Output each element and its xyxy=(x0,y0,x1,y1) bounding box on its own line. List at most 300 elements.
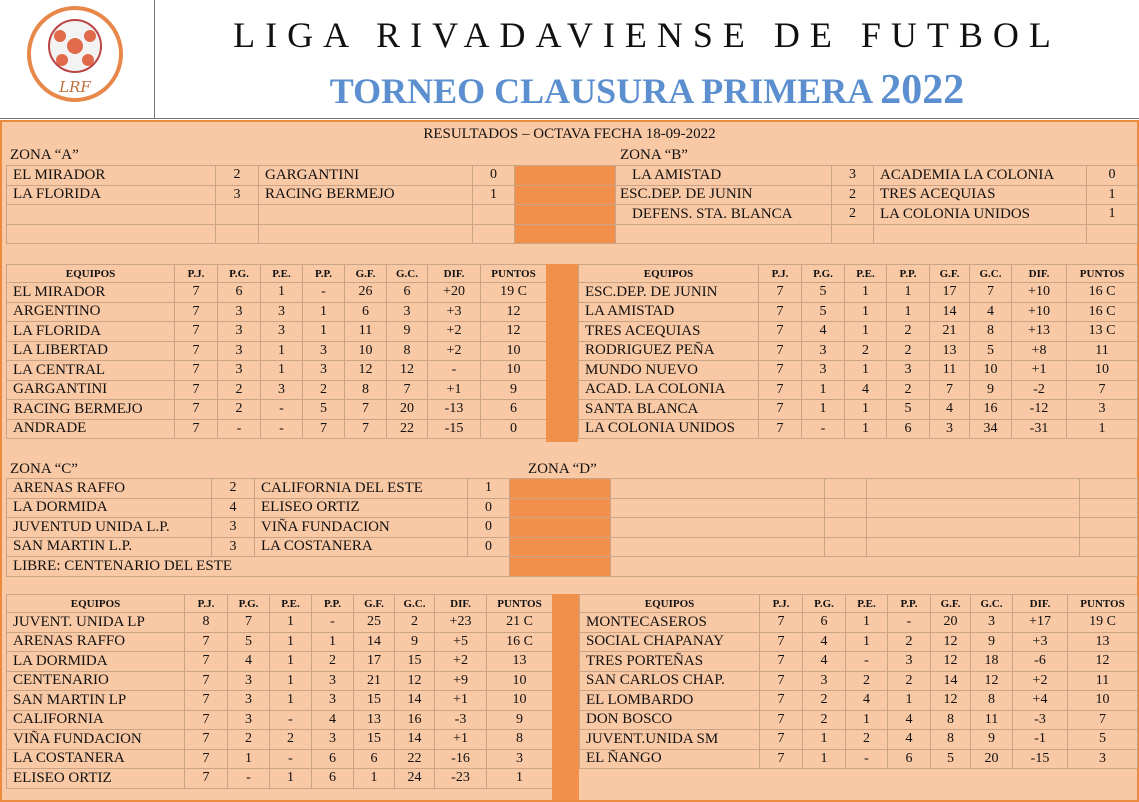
stat-cell: 7 xyxy=(175,380,218,400)
stat-cell: 12 xyxy=(931,632,971,652)
zona-a-home-goals: 2 xyxy=(216,166,259,186)
column-header: PUNTOS xyxy=(1067,265,1138,283)
stat-cell: 13 xyxy=(930,341,970,361)
stat-cell: 0 xyxy=(481,419,547,439)
table-row xyxy=(580,691,1138,711)
stat-cell: -31 xyxy=(1012,419,1067,439)
separator xyxy=(515,185,616,205)
stat-cell: 3 xyxy=(802,361,845,381)
stat-cell: 7 xyxy=(760,632,803,652)
zona-c-home: ARENAS RAFFO xyxy=(7,479,212,499)
results-cd-table xyxy=(6,478,1138,577)
stat-cell: -23 xyxy=(435,769,487,789)
stat-cell: 1 xyxy=(270,671,312,691)
stat-cell: 5 xyxy=(228,632,270,652)
separator-bar xyxy=(546,264,578,442)
stat-cell: 22 xyxy=(387,419,428,439)
stat-cell: 3 xyxy=(261,302,303,322)
stat-cell: +23 xyxy=(435,613,487,633)
result-row xyxy=(7,557,1138,577)
stat-cell: 7 xyxy=(970,283,1012,303)
stat-cell: 9 xyxy=(395,632,435,652)
result-row xyxy=(7,518,1138,538)
team-name: ARGENTINO xyxy=(7,302,175,322)
stat-cell: 8 xyxy=(185,613,228,633)
stat-cell: 6 xyxy=(354,749,395,769)
stat-cell: 1 xyxy=(487,769,553,789)
zona-c-home-goals: 3 xyxy=(212,537,255,557)
column-header: P.P. xyxy=(887,265,930,283)
team-name: SAN CARLOS CHAP. xyxy=(580,671,760,691)
stat-cell: 3 xyxy=(1068,749,1138,769)
stat-cell: 15 xyxy=(354,691,395,711)
stat-cell: 3 xyxy=(218,341,261,361)
stat-cell: 2 xyxy=(888,671,931,691)
stat-cell: +20 xyxy=(428,283,481,303)
stat-cell: 2 xyxy=(218,400,261,420)
zona-b-home: ESC.DEP. DE JUNIN xyxy=(616,185,832,205)
table-row xyxy=(579,322,1138,342)
stat-cell: 3 xyxy=(803,671,846,691)
zona-a-away-goals: 0 xyxy=(473,166,515,186)
team-name: GARGANTINI xyxy=(7,380,175,400)
result-row xyxy=(7,479,1138,499)
stat-cell: 26 xyxy=(345,283,387,303)
stat-cell: - xyxy=(312,613,354,633)
stat-cell: 3 xyxy=(303,341,345,361)
team-name: VIÑA FUNDACION xyxy=(7,730,185,750)
stat-cell: +13 xyxy=(1012,322,1067,342)
stat-cell: 2 xyxy=(803,691,846,711)
column-header: P.G. xyxy=(802,265,845,283)
stat-cell: 5 xyxy=(931,749,971,769)
zona-c-away-goals: 0 xyxy=(468,498,510,518)
stat-cell: 21 xyxy=(930,322,970,342)
column-header: G.C. xyxy=(395,595,435,613)
stat-cell: 5 xyxy=(303,400,345,420)
stat-cell: 15 xyxy=(395,652,435,672)
stat-cell: 2 xyxy=(845,341,887,361)
stat-cell: 1 xyxy=(270,769,312,789)
table-row xyxy=(580,652,1138,672)
stat-cell: 2 xyxy=(270,730,312,750)
team-name: JUVENT.UNIDA SM xyxy=(580,730,760,750)
stat-cell: 1 xyxy=(845,302,887,322)
stat-cell: 4 xyxy=(846,691,888,711)
stat-cell: 3 xyxy=(1067,400,1138,420)
team-name: LA LIBERTAD xyxy=(7,341,175,361)
zona-a-home: LA FLORIDA xyxy=(7,185,216,205)
standings-c-body xyxy=(7,595,553,789)
column-header: EQUIPOS xyxy=(579,265,759,283)
stat-cell: - xyxy=(846,652,888,672)
team-name: LA AMISTAD xyxy=(579,302,759,322)
stat-cell: 4 xyxy=(888,730,931,750)
standings-b-body xyxy=(579,265,1138,439)
stat-cell: 14 xyxy=(354,632,395,652)
stat-cell: 3 xyxy=(802,341,845,361)
stat-cell: 8 xyxy=(931,730,971,750)
table-header-row xyxy=(580,595,1138,613)
table-row xyxy=(7,419,547,439)
stat-cell: 7 xyxy=(185,710,228,730)
stat-cell: - xyxy=(888,613,931,633)
stat-cell: 12 xyxy=(481,302,547,322)
stat-cell: 24 xyxy=(395,769,435,789)
stat-cell: 2 xyxy=(312,652,354,672)
stat-cell: 2 xyxy=(218,380,261,400)
team-name: ACAD. LA COLONIA xyxy=(579,380,759,400)
subtitle-year: 2022 xyxy=(880,67,965,113)
column-header: DIF. xyxy=(1013,595,1068,613)
stat-cell: 16 C xyxy=(1067,302,1138,322)
stat-cell: 7 xyxy=(175,419,218,439)
header xyxy=(0,0,1139,119)
table-row xyxy=(7,302,547,322)
stat-cell: 7 xyxy=(760,730,803,750)
stat-cell: 1 xyxy=(303,302,345,322)
stat-cell: -15 xyxy=(428,419,481,439)
stat-cell: 3 xyxy=(218,361,261,381)
team-name: MONTECASEROS xyxy=(580,613,760,633)
stat-cell: 7 xyxy=(175,322,218,342)
column-header: P.E. xyxy=(846,595,888,613)
stat-cell: 9 xyxy=(971,730,1013,750)
column-header: EQUIPOS xyxy=(7,595,185,613)
table-header-row xyxy=(7,265,547,283)
zona-c-home-goals: 4 xyxy=(212,498,255,518)
stat-cell: 1 xyxy=(1067,419,1138,439)
stat-cell: 12 xyxy=(481,322,547,342)
stat-cell: 17 xyxy=(930,283,970,303)
result-row xyxy=(7,185,1138,205)
column-header: PUNTOS xyxy=(481,265,547,283)
stat-cell: 7 xyxy=(345,400,387,420)
stat-cell: 1 xyxy=(845,283,887,303)
table-row xyxy=(579,341,1138,361)
stat-cell: 5 xyxy=(1068,730,1138,750)
table-row xyxy=(580,671,1138,691)
stat-cell: -12 xyxy=(1012,400,1067,420)
team-name: ARENAS RAFFO xyxy=(7,632,185,652)
stat-cell: 12 xyxy=(345,361,387,381)
team-name: SAN MARTIN LP xyxy=(7,691,185,711)
stat-cell: 2 xyxy=(803,710,846,730)
stat-cell: - xyxy=(270,710,312,730)
separator xyxy=(515,205,616,225)
team-name: TRES ACEQUIAS xyxy=(579,322,759,342)
stat-cell: 6 xyxy=(218,283,261,303)
stat-cell: 6 xyxy=(312,769,354,789)
table-row xyxy=(7,400,547,420)
stat-cell: 7 xyxy=(760,710,803,730)
stat-cell: 1 xyxy=(803,730,846,750)
stat-cell: 5 xyxy=(802,302,845,322)
zona-a-home-goals: 3 xyxy=(216,185,259,205)
team-name: RACING BERMEJO xyxy=(7,400,175,420)
stat-cell: 1 xyxy=(261,341,303,361)
stat-cell: +10 xyxy=(1012,302,1067,322)
stat-cell: 9 xyxy=(971,632,1013,652)
zona-c-home: LA DORMIDA xyxy=(7,498,212,518)
stat-cell: 4 xyxy=(970,302,1012,322)
stat-cell: +1 xyxy=(435,730,487,750)
stat-cell: 1 xyxy=(803,749,846,769)
zona-b-home: DEFENS. STA. BLANCA xyxy=(616,205,832,225)
stat-cell: 8 xyxy=(345,380,387,400)
stat-cell: 8 xyxy=(487,730,553,750)
standings-c-table xyxy=(6,594,553,789)
stat-cell: 1 xyxy=(845,419,887,439)
stat-cell: 9 xyxy=(487,710,553,730)
stat-cell: 10 xyxy=(345,341,387,361)
stat-cell: 7 xyxy=(345,419,387,439)
stat-cell: 13 xyxy=(354,710,395,730)
table-row xyxy=(580,613,1138,633)
stat-cell: 1 xyxy=(887,302,930,322)
stat-cell: 7 xyxy=(185,691,228,711)
stat-cell: 4 xyxy=(803,652,846,672)
stat-cell: 12 xyxy=(931,652,971,672)
stat-cell: 1 xyxy=(228,749,270,769)
standings-b-table xyxy=(578,264,1138,439)
page-subtitle xyxy=(155,66,1139,114)
stat-cell: 7 xyxy=(760,652,803,672)
column-header: G.C. xyxy=(387,265,428,283)
zona-b-away: TRES ACEQUIAS xyxy=(874,185,1087,205)
stat-cell: 11 xyxy=(345,322,387,342)
stat-cell: 4 xyxy=(228,652,270,672)
stat-cell: 1 xyxy=(303,322,345,342)
separator-bar xyxy=(552,594,579,800)
stat-cell: 1 xyxy=(312,632,354,652)
stat-cell: 7 xyxy=(759,419,802,439)
zona-a-away: RACING BERMEJO xyxy=(259,185,473,205)
stat-cell: 1 xyxy=(270,632,312,652)
stat-cell: +4 xyxy=(1013,691,1068,711)
table-row xyxy=(7,730,553,750)
stat-cell: 1 xyxy=(270,652,312,672)
stat-cell: 1 xyxy=(261,283,303,303)
stat-cell: 3 xyxy=(930,419,970,439)
stat-cell: 1 xyxy=(887,283,930,303)
column-header: G.F. xyxy=(354,595,395,613)
stat-cell: 6 xyxy=(345,302,387,322)
standings-d-table xyxy=(579,594,1138,769)
column-header: P.E. xyxy=(270,595,312,613)
column-header: PUNTOS xyxy=(487,595,553,613)
column-header: G.F. xyxy=(345,265,387,283)
stat-cell: 4 xyxy=(845,380,887,400)
stat-cell: 6 xyxy=(481,400,547,420)
stat-cell: 7 xyxy=(760,671,803,691)
stat-cell: 1 xyxy=(846,613,888,633)
table-row xyxy=(7,749,553,769)
stat-cell: 3 xyxy=(887,361,930,381)
stat-cell: 11 xyxy=(1068,671,1138,691)
table-row xyxy=(7,769,553,789)
stat-cell: -1 xyxy=(1013,730,1068,750)
stat-cell: 2 xyxy=(887,322,930,342)
team-name: SOCIAL CHAPANAY xyxy=(580,632,760,652)
team-name: RODRIGUEZ PEÑA xyxy=(579,341,759,361)
separator xyxy=(510,537,611,557)
table-header-row xyxy=(579,265,1138,283)
team-name: CALIFORNIA xyxy=(7,710,185,730)
logo-box xyxy=(0,0,155,119)
stat-cell: 3 xyxy=(218,302,261,322)
stat-cell: 2 xyxy=(846,730,888,750)
stat-cell: 12 xyxy=(387,361,428,381)
stat-cell: 3 xyxy=(228,691,270,711)
stat-cell: 16 xyxy=(970,400,1012,420)
stat-cell: 8 xyxy=(387,341,428,361)
stat-cell: 10 xyxy=(481,361,547,381)
stat-cell: 7 xyxy=(1068,710,1138,730)
stat-cell: 7 xyxy=(759,322,802,342)
stat-cell: 3 xyxy=(312,671,354,691)
stat-cell: 10 xyxy=(1068,691,1138,711)
column-header: G.C. xyxy=(971,595,1013,613)
column-header: P.J. xyxy=(185,595,228,613)
stat-cell: 7 xyxy=(760,749,803,769)
zona-c-away-goals: 1 xyxy=(468,479,510,499)
stat-cell: -16 xyxy=(435,749,487,769)
stat-cell: 1 xyxy=(354,769,395,789)
stat-cell: 14 xyxy=(395,730,435,750)
stat-cell: 3 xyxy=(261,322,303,342)
zona-b-home-goals: 3 xyxy=(832,166,874,186)
stat-cell: 3 xyxy=(487,749,553,769)
stat-cell: 7 xyxy=(760,613,803,633)
stat-cell: 25 xyxy=(354,613,395,633)
stat-cell: 2 xyxy=(303,380,345,400)
column-header: EQUIPOS xyxy=(7,265,175,283)
table-row xyxy=(579,302,1138,322)
stat-cell: 13 xyxy=(1068,632,1138,652)
zona-b-label: ZONA “B” xyxy=(620,147,688,163)
stat-cell: 7 xyxy=(930,380,970,400)
stat-cell: 12 xyxy=(971,671,1013,691)
stat-cell: 8 xyxy=(971,691,1013,711)
table-row xyxy=(579,380,1138,400)
stat-cell: 6 xyxy=(887,419,930,439)
stat-cell: -15 xyxy=(1013,749,1068,769)
zona-b-away-goals: 0 xyxy=(1087,166,1138,186)
stat-cell: 14 xyxy=(931,671,971,691)
column-header: P.E. xyxy=(261,265,303,283)
table-row xyxy=(7,322,547,342)
team-name: LA CENTRAL xyxy=(7,361,175,381)
stat-cell: +1 xyxy=(1012,361,1067,381)
stat-cell: 7 xyxy=(759,341,802,361)
stat-cell: 13 C xyxy=(1067,322,1138,342)
stat-cell: 3 xyxy=(303,361,345,381)
stat-cell: 1 xyxy=(270,691,312,711)
stat-cell: 1 xyxy=(845,400,887,420)
column-header: P.P. xyxy=(888,595,931,613)
column-header: P.P. xyxy=(303,265,345,283)
table-row xyxy=(579,361,1138,381)
stat-cell: 7 xyxy=(759,283,802,303)
stat-cell: 12 xyxy=(395,671,435,691)
stat-cell: 7 xyxy=(175,361,218,381)
stat-cell: 3 xyxy=(218,322,261,342)
column-header: G.F. xyxy=(930,265,970,283)
zona-c-libre: LIBRE: CENTENARIO DEL ESTE xyxy=(7,557,510,577)
stat-cell: 12 xyxy=(931,691,971,711)
column-header: G.F. xyxy=(931,595,971,613)
team-name: ELISEO ORTIZ xyxy=(7,769,185,789)
stat-cell: 3 xyxy=(312,691,354,711)
stat-cell: 7 xyxy=(175,283,218,303)
stat-cell: 20 xyxy=(387,400,428,420)
team-name: ANDRADE xyxy=(7,419,175,439)
stat-cell: +17 xyxy=(1013,613,1068,633)
stat-cell: 15 xyxy=(354,730,395,750)
stat-cell: 7 xyxy=(175,302,218,322)
column-header: P.G. xyxy=(228,595,270,613)
zona-c-away: VIÑA FUNDACION xyxy=(255,518,468,538)
stat-cell: +2 xyxy=(435,652,487,672)
team-name: EL LOMBARDO xyxy=(580,691,760,711)
stat-cell: 5 xyxy=(970,341,1012,361)
separator xyxy=(510,479,611,499)
zona-c-home-goals: 2 xyxy=(212,479,255,499)
stat-cell: 2 xyxy=(228,730,270,750)
stat-cell: 1 xyxy=(845,322,887,342)
column-header: G.C. xyxy=(970,265,1012,283)
zona-c-away-goals: 0 xyxy=(468,537,510,557)
stat-cell: 10 xyxy=(970,361,1012,381)
stat-cell: 1 xyxy=(802,380,845,400)
table-row xyxy=(7,361,547,381)
column-header: P.J. xyxy=(760,595,803,613)
stat-cell: 7 xyxy=(185,730,228,750)
standings-a-table xyxy=(6,264,547,439)
stat-cell: 16 xyxy=(395,710,435,730)
separator xyxy=(515,224,616,244)
table-row xyxy=(580,749,1138,769)
zona-c-away-goals: 0 xyxy=(468,518,510,538)
stat-cell: 11 xyxy=(1067,341,1138,361)
team-name: LA FLORIDA xyxy=(7,322,175,342)
table-row xyxy=(580,730,1138,750)
column-header: P.E. xyxy=(845,265,887,283)
stat-cell: 7 xyxy=(185,749,228,769)
table-row xyxy=(7,671,553,691)
zona-c-away: CALIFORNIA DEL ESTE xyxy=(255,479,468,499)
stat-cell: +1 xyxy=(428,380,481,400)
stat-cell: - xyxy=(228,769,270,789)
zona-c-away: ELISEO ORTIZ xyxy=(255,498,468,518)
table-row xyxy=(7,632,553,652)
stat-cell: 16 C xyxy=(1067,283,1138,303)
stat-cell: 1 xyxy=(270,613,312,633)
zona-c-home: JUVENTUD UNIDA L.P. xyxy=(7,518,212,538)
stat-cell: 1 xyxy=(846,710,888,730)
zona-c-label: ZONA “C” xyxy=(10,461,78,477)
zona-b-away-goals: 1 xyxy=(1087,185,1138,205)
table-row xyxy=(580,632,1138,652)
stat-cell: 8 xyxy=(931,710,971,730)
table-row xyxy=(7,613,553,633)
stat-cell: 7 xyxy=(387,380,428,400)
stat-cell: 19 C xyxy=(481,283,547,303)
stat-cell: +1 xyxy=(435,691,487,711)
stat-cell: +10 xyxy=(1012,283,1067,303)
stat-cell: 4 xyxy=(888,710,931,730)
